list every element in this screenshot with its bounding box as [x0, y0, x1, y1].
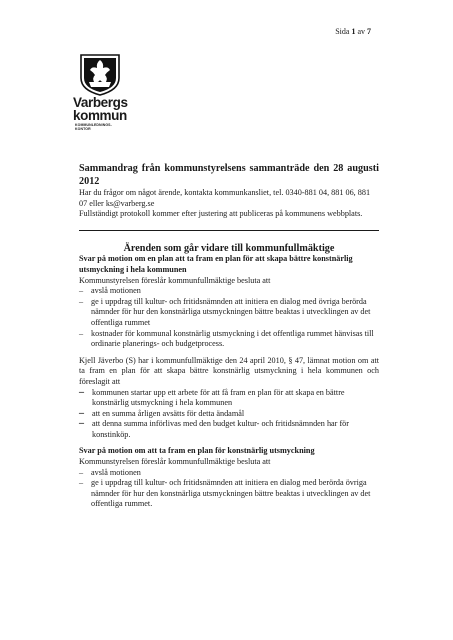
contact-info: Har du frågor om något ärende, kontakta kommunkansliet, tel. 0340-881 04, 881 06, 881 07 eller ks@varberg.se: [79, 188, 371, 208]
logo-line-3: KOMMUNLEDNINGS-: [75, 123, 112, 127]
item2-heading: Svar på motion om att ta fram en plan för konstnärlig utsmyckning: [79, 446, 315, 456]
list-item: – ge i uppdrag till kultur- och fritidsnämnden att initiera en dialog med övriga berörda nämnder för hur den konstnärliga utsmyckningen bättre beaktas i utvecklingen av det offentliga rummet: [79, 297, 379, 329]
document-body: [79, 162, 379, 510]
logo-line-1: Varbergs: [73, 95, 128, 110]
divider: [79, 230, 379, 231]
list-item: – ge i uppdrag till kultur- och fritidsnämnden att initiera en dialog med berörda övriga nämnder för hur den konstnärliga utsmyckningen bättre beaktas i utvecklingen av det offentliga rummet.: [79, 478, 379, 510]
item1-lead: Kommunstyrelsen föreslår kommunfullmäktige besluta att: [79, 275, 271, 285]
document-title: Sammandrag från kommunstyrelsens sammanträde den 28 augusti 2012: [79, 163, 379, 187]
item1-proposals: [79, 388, 379, 441]
page-label: Sida: [335, 27, 350, 36]
list-item: – kommunen startar upp ett arbete för att få fram en plan för att skapa en bättre konstnärlig utsmyckning i hela kommunen: [79, 388, 379, 409]
protocol-note: Fullständigt protokoll kommer efter justering att publiceras på kommunens webbplats.: [79, 209, 363, 219]
list-item: – att en summa årligen avsätts för detta ändamål: [79, 409, 379, 420]
varbergs-kommun-logo: [72, 52, 132, 131]
list-item: – avslå motionen: [79, 468, 379, 479]
list-item: – att denna summa införlivas med den budget kultur- och fritidsnämnden har för konstinköp.: [79, 419, 379, 440]
page-of: av: [357, 27, 365, 36]
list-item: – avslå motionen: [79, 286, 379, 297]
item1-body: Kjell Jäverbo (S) har i kommunfullmäktige den 24 april 2010, § 47, lämnat motion om att ta fram en plan för att skapa bättre konstnärlig utsmyckning i hela kommunen och föreslagit att: [79, 355, 379, 386]
page-number: [335, 27, 371, 36]
page-total: 7: [367, 27, 371, 36]
page-current: 1: [351, 27, 356, 36]
logo-line-2: kommun: [73, 108, 127, 123]
item2-lead: Kommunstyrelsen föreslår kommunfullmäktige besluta att: [79, 457, 271, 467]
coat-of-arms-icon: [78, 52, 122, 96]
list-item: – kostnader för kommunal konstnärlig utsmyckning i det offentliga rummet hänvisas till ordinarie planerings- och budgetprocess.: [79, 329, 379, 350]
item2-points: [79, 468, 379, 510]
section-heading: Ärenden som går vidare till kommunfullmäktige: [123, 242, 335, 254]
logo-line-4: KONTOR: [75, 127, 91, 131]
item1-points: [79, 286, 379, 350]
item1-heading: Svar på motion om en plan att ta fram en plan för att skapa bättre konstnärlig utsmyckning i hela kommunen: [79, 254, 353, 274]
